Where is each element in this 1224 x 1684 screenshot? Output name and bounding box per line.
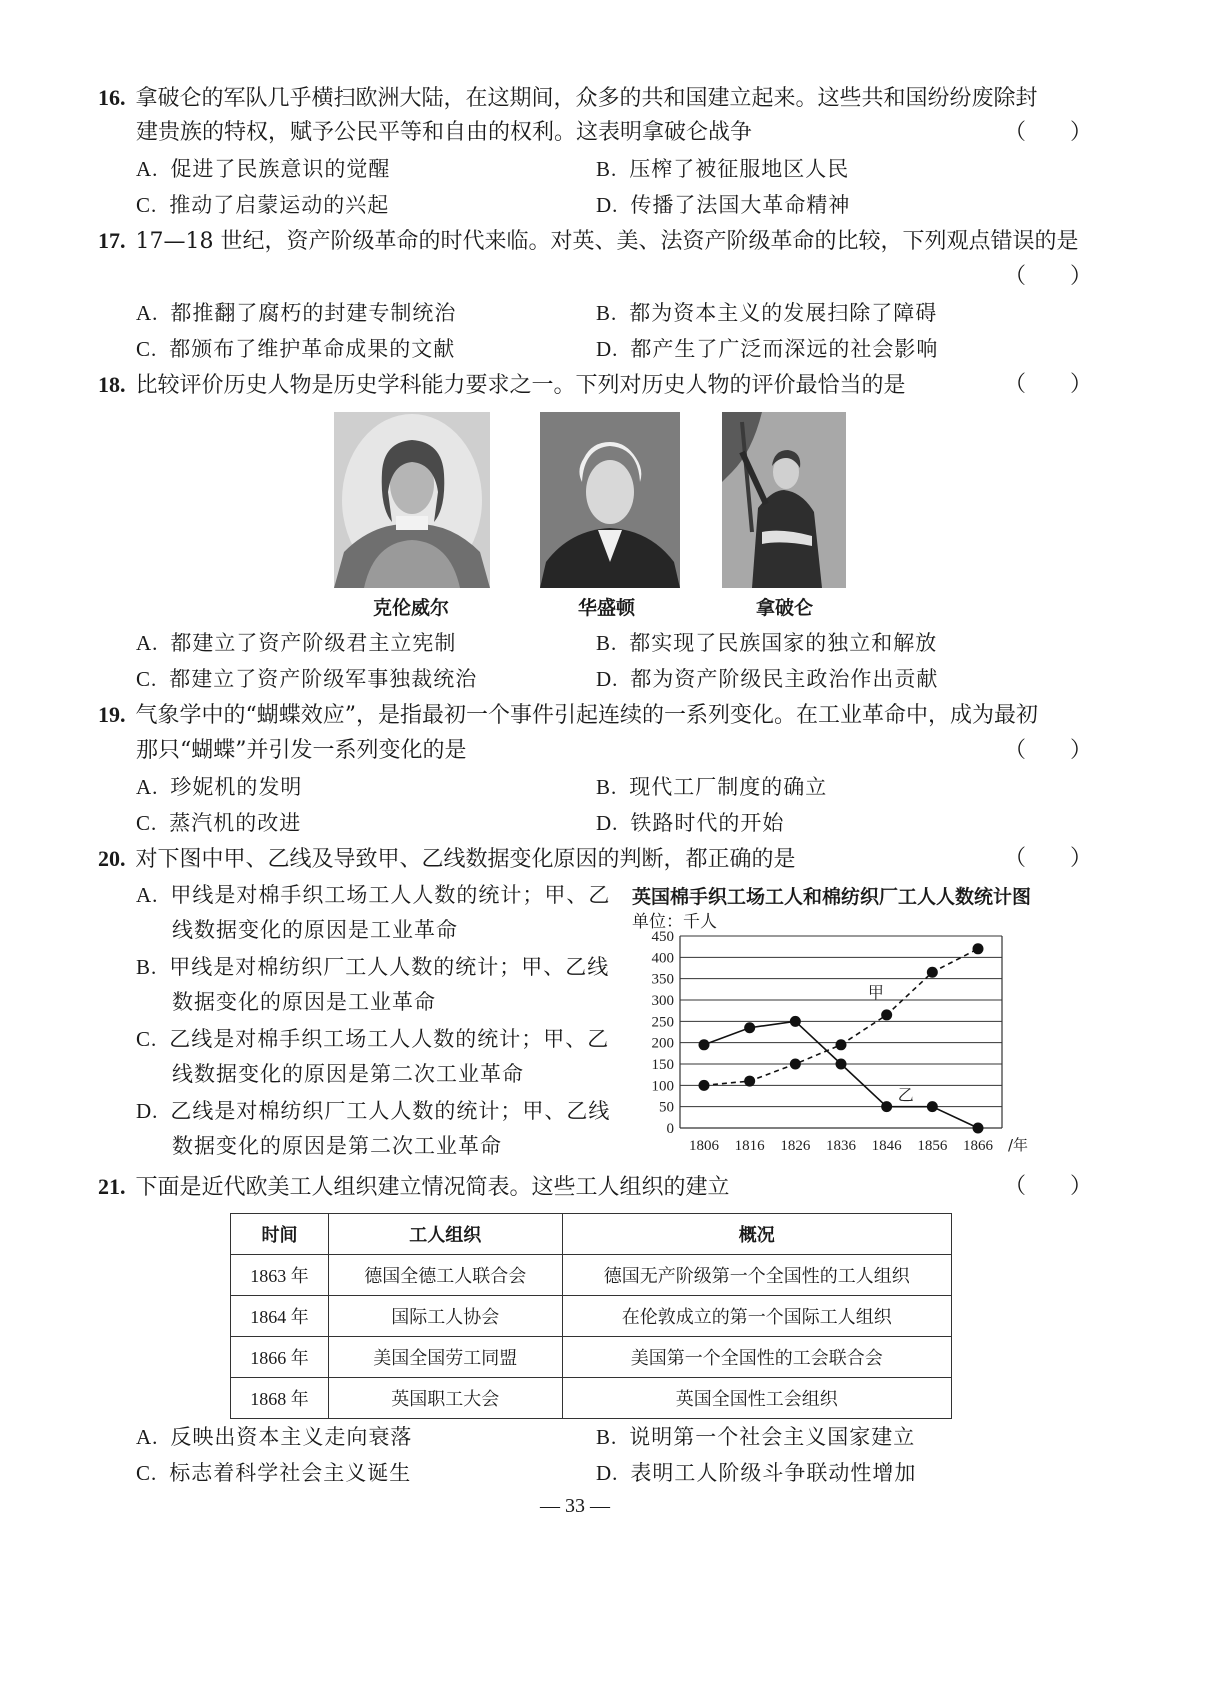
x-tick-label: 1816 bbox=[734, 1138, 765, 1154]
option-label: C. bbox=[136, 1027, 158, 1051]
option-text: 蒸汽机的改进 bbox=[169, 811, 302, 835]
y-tick-label: 400 bbox=[651, 950, 674, 967]
option-b[interactable] bbox=[596, 628, 937, 658]
x-tick-label: 1866 bbox=[963, 1138, 993, 1154]
option-label: D. bbox=[596, 1461, 619, 1485]
table-row bbox=[231, 1255, 952, 1296]
option-label: B. bbox=[596, 157, 618, 181]
series-line-yi bbox=[704, 1021, 978, 1128]
portrait-washington-image bbox=[540, 412, 680, 588]
table-cell: 美国第一个全国性的工会联合会 bbox=[562, 1337, 951, 1378]
option-text: 铁路时代的开始 bbox=[630, 811, 785, 835]
page-number: — 33 — bbox=[540, 1495, 610, 1517]
caption-washington: 华盛顿 bbox=[578, 598, 636, 619]
option-text: 都建立了资产阶级军事独裁统治 bbox=[169, 667, 478, 691]
option-label: A. bbox=[136, 301, 159, 325]
table-row bbox=[231, 1337, 952, 1378]
option-text: 都为资本主义的发展扫除了障碍 bbox=[629, 301, 938, 325]
y-tick-label: 300 bbox=[651, 993, 674, 1009]
series-label-yi: 乙 bbox=[897, 1085, 914, 1105]
answer-blank[interactable]: （ ） bbox=[1004, 738, 1093, 763]
chart-unit-label: 单位：千人 bbox=[632, 912, 717, 931]
option-text: 都推翻了腐朽的封建专制统治 bbox=[170, 301, 457, 325]
option-d-line2: 数据变化的原因是第二次工业革命 bbox=[172, 1134, 502, 1158]
question-19-line2: 那只“蝴蝶”并引发一系列变化的是 bbox=[136, 738, 467, 763]
option-b[interactable] bbox=[596, 1422, 915, 1452]
data-point bbox=[790, 1016, 801, 1027]
question-17-line1 bbox=[98, 226, 1079, 257]
y-tick-label: 100 bbox=[651, 1078, 674, 1095]
option-label: A. bbox=[136, 775, 159, 799]
option-label: C. bbox=[136, 667, 158, 691]
option-text: 都建立了资产阶级君主立宪制 bbox=[170, 631, 457, 655]
y-tick-label: 200 bbox=[651, 1035, 674, 1052]
table-cell: 国际工人协会 bbox=[328, 1296, 562, 1337]
option-text: 标志着科学社会主义诞生 bbox=[169, 1461, 412, 1485]
option-b[interactable] bbox=[596, 772, 827, 802]
table-cell: 1866 年 bbox=[231, 1337, 329, 1378]
option-label: C. bbox=[136, 337, 158, 361]
table-row bbox=[231, 1378, 952, 1419]
option-c[interactable] bbox=[136, 190, 389, 220]
option-a[interactable] bbox=[136, 772, 302, 802]
option-d[interactable] bbox=[596, 1458, 916, 1488]
question-text: 气象学中的“蝴蝶效应”，是指最初一个事件引起连续的一系列变化。在工业革命中，成为最初 bbox=[135, 703, 1038, 728]
option-text: 说明第一个社会主义国家建立 bbox=[629, 1425, 916, 1449]
table-header-cell: 概况 bbox=[562, 1214, 951, 1255]
option-text: 推动了启蒙运动的兴起 bbox=[169, 193, 390, 217]
option-label: B. bbox=[596, 301, 618, 325]
option-b-line2: 数据变化的原因是工业革命 bbox=[172, 990, 436, 1014]
data-point bbox=[836, 1039, 847, 1050]
question-text: 拿破仑的军队几乎横扫欧洲大陆，在这期间，众多的共和国建立起来。这些共和国纷纷废除封 bbox=[135, 86, 1038, 111]
x-tick-label: 1826 bbox=[780, 1138, 811, 1154]
y-tick-label: 250 bbox=[651, 1014, 674, 1031]
option-label: A. bbox=[136, 631, 159, 655]
data-point bbox=[790, 1059, 801, 1070]
question-number: 16. bbox=[98, 85, 126, 110]
option-label: A. bbox=[136, 883, 159, 907]
question-number: 19. bbox=[98, 702, 126, 727]
question-text: 下面是近代欧美工人组织建立情况简表。这些工人组织的建立 bbox=[135, 1175, 730, 1200]
option-label: C. bbox=[136, 811, 158, 835]
question-number: 18. bbox=[98, 372, 126, 397]
option-b[interactable] bbox=[596, 298, 937, 328]
napoleon-portrait-graphic bbox=[722, 412, 846, 588]
option-c[interactable] bbox=[136, 1024, 609, 1054]
option-label: B. bbox=[596, 775, 618, 799]
data-point bbox=[973, 1123, 984, 1134]
caption-napoleon: 拿破仑 bbox=[756, 598, 814, 619]
option-d[interactable] bbox=[596, 334, 938, 364]
table-cell: 1868 年 bbox=[231, 1378, 329, 1419]
option-b[interactable] bbox=[136, 952, 609, 982]
table-cell: 英国全国性工会组织 bbox=[562, 1378, 951, 1419]
option-label: A. bbox=[136, 157, 159, 181]
portrait-cromwell-image bbox=[334, 412, 490, 588]
x-tick-label: 1856 bbox=[917, 1138, 948, 1154]
option-c[interactable] bbox=[136, 664, 477, 694]
question-number: 17. bbox=[98, 228, 126, 253]
y-tick-label: 0 bbox=[666, 1121, 674, 1137]
x-tick-label: 1806 bbox=[689, 1138, 719, 1154]
option-a-line2: 线数据变化的原因是工业革命 bbox=[172, 918, 458, 942]
option-label: C. bbox=[136, 1461, 158, 1485]
question-20-line1 bbox=[98, 844, 796, 875]
y-tick-label: 50 bbox=[659, 1099, 674, 1116]
option-c[interactable] bbox=[136, 808, 301, 838]
table-cell: 德国无产阶级第一个全国性的工人组织 bbox=[562, 1255, 951, 1296]
table-cell: 1863 年 bbox=[231, 1255, 329, 1296]
question-16-line2: 建贵族的特权，赋予公民平等和自由的权利。这表明拿破仑战争 bbox=[136, 120, 753, 145]
option-b[interactable] bbox=[596, 154, 849, 184]
cromwell-portrait-graphic bbox=[334, 412, 490, 588]
option-label: D. bbox=[596, 193, 619, 217]
option-a[interactable] bbox=[136, 298, 456, 328]
chart-title: 英国棉手织工场工人和棉纺织厂工人人数统计图 bbox=[632, 887, 1032, 908]
y-tick-label: 150 bbox=[651, 1057, 674, 1073]
x-unit-label: /年 bbox=[1008, 1136, 1029, 1154]
option-c[interactable] bbox=[136, 1458, 411, 1488]
option-label: D. bbox=[596, 667, 619, 691]
question-21-line1 bbox=[98, 1172, 730, 1203]
question-text: 比较评价历史人物是历史学科能力要求之一。下列对历史人物的评价最恰当的是 bbox=[135, 373, 906, 398]
option-label: D. bbox=[596, 337, 619, 361]
table-header-row bbox=[231, 1214, 952, 1255]
option-text: 珍妮机的发明 bbox=[170, 775, 303, 799]
question-18-line1 bbox=[98, 370, 906, 401]
option-text: 都实现了民族国家的独立和解放 bbox=[629, 631, 938, 655]
data-point bbox=[881, 1009, 892, 1020]
option-d[interactable] bbox=[136, 1096, 610, 1126]
table-row bbox=[231, 1296, 952, 1337]
option-text: 甲线是对棉纺织厂工人人数的统计；甲、乙线 bbox=[169, 955, 610, 979]
workers-organizations-table bbox=[230, 1213, 952, 1419]
option-text: 甲线是对棉手织工场工人人数的统计；甲、乙 bbox=[170, 883, 611, 907]
table-cell: 德国全德工人联合会 bbox=[328, 1255, 562, 1296]
answer-blank[interactable]: （ ） bbox=[1004, 1174, 1093, 1199]
washington-portrait-graphic bbox=[540, 412, 680, 588]
option-d[interactable] bbox=[596, 808, 784, 838]
data-point bbox=[744, 1076, 755, 1087]
option-text: 促进了民族意识的觉醒 bbox=[170, 157, 391, 181]
data-point bbox=[836, 1059, 847, 1070]
question-19-line1 bbox=[98, 700, 1038, 731]
table-cell: 1864 年 bbox=[231, 1296, 329, 1337]
data-point bbox=[927, 967, 938, 978]
option-text: 压榨了被征服地区人民 bbox=[629, 157, 850, 181]
y-tick-label: 450 bbox=[651, 929, 674, 945]
question-text: 对下图中甲、乙线及导致甲、乙线数据变化原因的判断，都正确的是 bbox=[135, 847, 796, 872]
option-text: 都颁布了维护革命成果的文献 bbox=[169, 337, 456, 361]
option-label: B. bbox=[596, 631, 618, 655]
data-point bbox=[927, 1101, 938, 1112]
y-tick-label: 350 bbox=[651, 971, 674, 988]
data-point bbox=[744, 1022, 755, 1033]
caption-cromwell: 克伦威尔 bbox=[373, 598, 450, 619]
option-c[interactable] bbox=[136, 334, 455, 364]
option-label: B. bbox=[136, 955, 158, 979]
series-label-jia: 甲 bbox=[867, 983, 884, 1002]
answer-blank[interactable]: （ ） bbox=[1004, 372, 1093, 397]
option-text: 表明工人阶级斗争联动性增加 bbox=[630, 1461, 917, 1485]
table-header-cell: 工人组织 bbox=[328, 1214, 562, 1255]
question-number: 21. bbox=[98, 1174, 126, 1199]
table-cell: 英国职工大会 bbox=[328, 1378, 562, 1419]
table-cell: 在伦敦成立的第一个国际工人组织 bbox=[562, 1296, 951, 1337]
option-label: D. bbox=[136, 1099, 159, 1123]
option-c-line2: 线数据变化的原因是第二次工业革命 bbox=[172, 1062, 524, 1086]
x-tick-label: 1836 bbox=[826, 1138, 856, 1154]
option-text: 都为资产阶级民主政治作出贡献 bbox=[630, 667, 939, 691]
question-text: 17—18 世纪，资产阶级革命的时代来临。对英、美、法资产阶级革命的比较，下列观点错误的是 bbox=[135, 229, 1079, 254]
option-label: C. bbox=[136, 193, 158, 217]
option-d[interactable] bbox=[596, 190, 850, 220]
option-text: 反映出资本主义走向衰落 bbox=[170, 1425, 413, 1449]
option-text: 现代工厂制度的确立 bbox=[629, 775, 828, 799]
line-chart bbox=[632, 926, 1052, 1156]
x-tick-label: 1846 bbox=[871, 1138, 902, 1154]
table-header-cell: 时间 bbox=[231, 1214, 329, 1255]
option-text: 乙线是对棉手织工场工人人数的统计；甲、乙 bbox=[169, 1027, 610, 1051]
answer-blank[interactable]: （ ） bbox=[1004, 846, 1093, 871]
table-cell: 美国全国劳工同盟 bbox=[328, 1337, 562, 1378]
option-d[interactable] bbox=[596, 664, 938, 694]
option-a[interactable] bbox=[136, 880, 610, 910]
option-label: D. bbox=[596, 811, 619, 835]
question-16-line1 bbox=[98, 83, 1038, 114]
option-a[interactable] bbox=[136, 628, 456, 658]
option-text: 乙线是对棉纺织厂工人人数的统计；甲、乙线 bbox=[170, 1099, 611, 1123]
option-text: 都产生了广泛而深远的社会影响 bbox=[630, 337, 939, 361]
option-a[interactable] bbox=[136, 154, 390, 184]
answer-blank[interactable]: （ ） bbox=[1004, 120, 1093, 145]
option-label: B. bbox=[596, 1425, 618, 1449]
portrait-napoleon-image bbox=[722, 412, 846, 588]
data-point bbox=[973, 943, 984, 954]
option-label: A. bbox=[136, 1425, 159, 1449]
option-text: 传播了法国大革命精神 bbox=[630, 193, 851, 217]
data-point bbox=[699, 1080, 710, 1091]
question-number: 20. bbox=[98, 846, 126, 871]
data-point bbox=[881, 1101, 892, 1112]
option-a[interactable] bbox=[136, 1422, 412, 1452]
answer-blank[interactable]: （ ） bbox=[1004, 264, 1093, 289]
data-point bbox=[699, 1039, 710, 1050]
